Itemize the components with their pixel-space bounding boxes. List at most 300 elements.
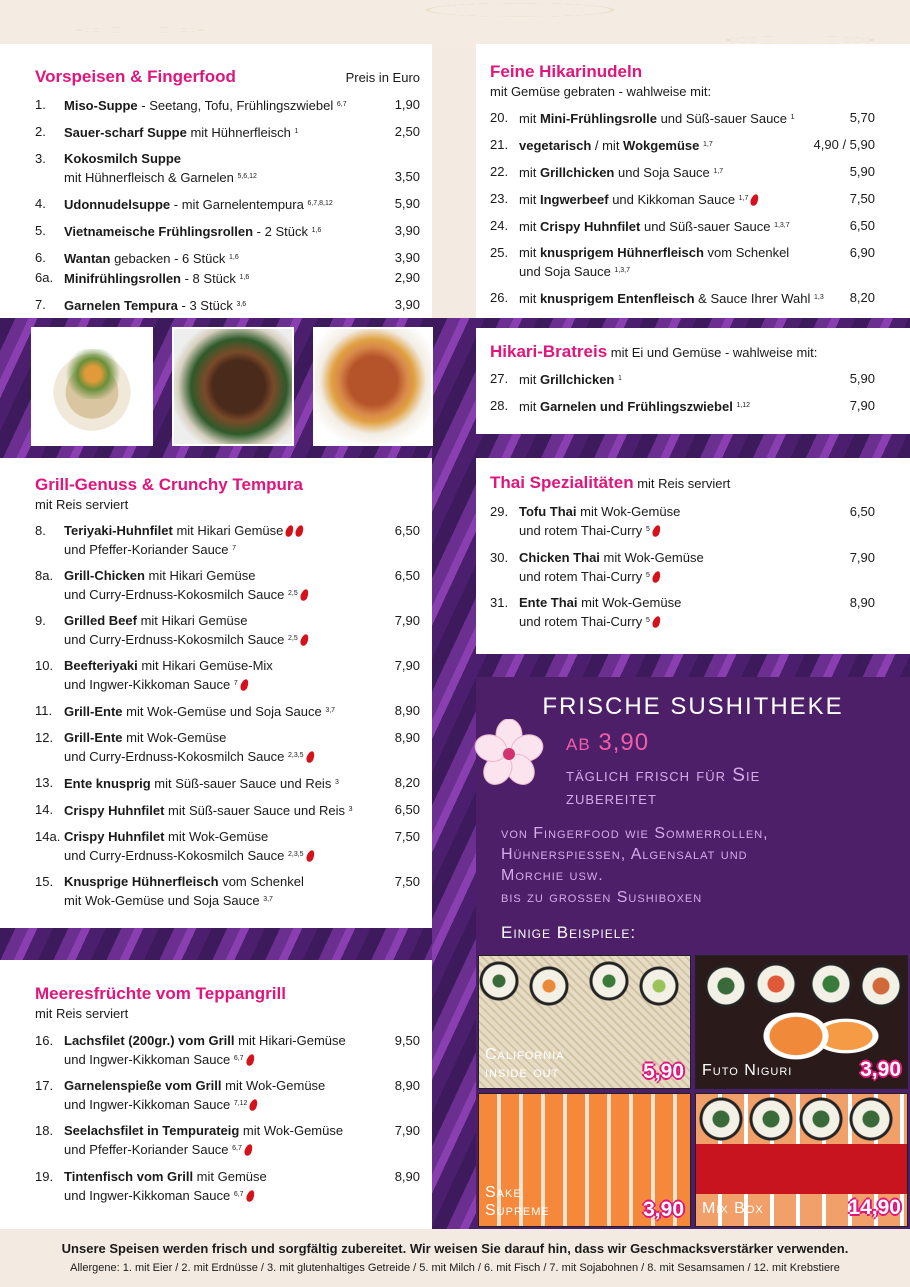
sushi-box-futo: [695, 955, 908, 1089]
item-name: Lachsfilet (200gr.) vom Grill: [64, 1033, 235, 1048]
purple-band-mid: [0, 928, 476, 960]
item-number: 18.: [35, 1123, 54, 1138]
allergen-codes: 6,7: [336, 101, 347, 108]
item-number: 9.: [35, 613, 46, 628]
item-name: Ingwerbeef: [539, 192, 609, 207]
item-number: 14.: [35, 802, 54, 817]
item-price: 5,90: [849, 164, 875, 179]
allergen-codes: 2,5: [288, 635, 298, 642]
item-line-2: [64, 891, 304, 910]
item-name: Grill-Ente: [64, 704, 123, 719]
box-label: Mix Box: [702, 1200, 764, 1217]
nudeln-subtitle: mit Gemüse gebraten - wahlweise mit:: [490, 84, 712, 99]
item-number: 20.: [490, 110, 509, 125]
allergen-codes: 5: [645, 526, 650, 533]
item-text: [64, 873, 304, 910]
chili-icon: [651, 570, 662, 584]
item-name: Crispy Huhnfilet: [539, 219, 641, 234]
item-text: [519, 244, 789, 281]
item-name: Beefteriyaki: [64, 658, 138, 673]
allergen-codes: 2,5: [288, 590, 298, 597]
item-price: 6,50: [394, 802, 420, 817]
item-desc: mit Hikari-Gemüse: [234, 1033, 346, 1048]
item-desc: mit Gemüse: [193, 1169, 267, 1184]
item-line-1: [519, 244, 789, 262]
item-price: 9,50: [394, 1033, 420, 1048]
item-line-1: [64, 96, 347, 115]
item-text: [64, 222, 321, 241]
item-line-2: [64, 1186, 267, 1205]
item-number: 26.: [490, 290, 509, 305]
item-line-1: [64, 296, 246, 315]
item-desc: und Süß-sauer Sauce: [640, 219, 771, 234]
item-name: Crispy Huhnfilet: [64, 829, 165, 844]
item-desc: mit Süß-sauer Sauce und Reis: [150, 776, 332, 791]
chili-icon: [305, 750, 316, 764]
item-price: 3,90: [394, 250, 420, 265]
box-price: 3,90: [860, 1058, 901, 1081]
box-price: 14,90: [848, 1196, 901, 1219]
item-number: 31.: [490, 595, 509, 610]
item-line-1: [64, 150, 257, 168]
allergen-codes: 1: [294, 128, 299, 135]
sushi-box-sake: [478, 1093, 691, 1227]
vorspeisen-title: Vorspeisen & Fingerfood: [35, 67, 236, 86]
allergen-codes: 6,7: [233, 1055, 244, 1062]
item-name: Teriyaki-Huhnfilet: [64, 523, 173, 538]
item-desc: mit Hikari Gemüse-Mix: [137, 658, 273, 673]
allergen-codes: 1,3,7: [774, 222, 790, 229]
item-text: [519, 163, 723, 182]
item-line-1: [519, 289, 824, 308]
allergen-codes: 1,12: [736, 402, 751, 409]
chili-icon: [299, 633, 310, 647]
item-prefix: mit: [519, 165, 540, 180]
sushi-box-california: [478, 955, 691, 1089]
item-line-2: [519, 567, 704, 586]
item-number: 2.: [35, 124, 46, 139]
item-number: 7.: [35, 297, 46, 312]
item-desc-2: und Ingwer-Kikkoman Sauce: [64, 677, 231, 692]
footer-notice: Unsere Speisen werden frisch und sorgfältig zubereitet. Wir weisen Sie darauf hin, dass wir Geschmacksverstärker verwenden.: [61, 1241, 849, 1256]
price-note: Preis in Euro: [345, 70, 420, 85]
item-number: 10.: [35, 658, 54, 673]
item-number: 28.: [490, 398, 509, 413]
chicken-photo: [313, 327, 433, 446]
item-name: Tofu Thai: [519, 504, 577, 519]
item-desc: mit Hikari Gemüse: [144, 568, 256, 583]
item-name: Garnelenspieße vom Grill: [64, 1078, 222, 1093]
item-price: 3,90: [394, 223, 420, 238]
item-text: [519, 109, 795, 128]
item-number: 19.: [35, 1169, 54, 1184]
item-name: Garnelen und Frühlingszwiebel: [539, 399, 733, 414]
beef-photo: [172, 327, 294, 446]
item-line-1: [64, 123, 298, 142]
allergen-codes: 3: [334, 779, 339, 786]
item-desc: mit Hikari Gemüse: [172, 523, 284, 538]
item-desc: mit Wok-Gemüse: [577, 595, 682, 610]
item-line-1: [64, 269, 249, 288]
item-text: [64, 828, 314, 865]
item-name: Grillchicken: [539, 372, 615, 387]
item-text: [64, 123, 298, 142]
item-line-1: [64, 222, 321, 241]
item-number: 17.: [35, 1078, 54, 1093]
item-desc: gebacken - 6 Stück: [110, 251, 226, 266]
item-number: 3.: [35, 151, 46, 166]
meer-list: [35, 1032, 420, 1222]
sushi-desc-1: von Fingerfood wie Sommerrollen,: [501, 825, 769, 842]
item-line-1: [64, 1168, 267, 1186]
item-desc: mit Süß-sauer Sauce und Reis: [164, 803, 346, 818]
allergen-codes: 1,6: [239, 274, 250, 281]
item-line-1: [519, 163, 723, 182]
bratreis-subtitle: mit Ei und Gemüse - wahlweise mit:: [607, 345, 818, 360]
item-name: Grilled Beef: [64, 613, 137, 628]
item-text: [64, 657, 273, 694]
sushi-desc-3: Morchie usw.: [501, 867, 604, 884]
item-price: 8,90: [394, 730, 420, 745]
item-number: 23.: [490, 191, 509, 206]
item-name: knusprigem Hühnerfleisch: [539, 245, 704, 260]
allergen-codes: 3,6: [236, 301, 247, 308]
item-line-1: [64, 249, 239, 268]
item-name: vegetarisch: [519, 138, 592, 153]
item-line-1: [64, 657, 273, 675]
item-price: 6,50: [394, 568, 420, 583]
item-line-1: [519, 217, 790, 236]
item-price: 5,90: [849, 371, 875, 386]
item-name: Wantan: [64, 251, 111, 266]
item-name-2: Wokgemüse: [623, 138, 700, 153]
item-price: 6,50: [849, 504, 875, 519]
item-name: Ente Thai: [519, 595, 578, 610]
allergen-codes: 1,6: [229, 254, 239, 261]
soup-photo: [31, 327, 153, 446]
item-line-1: [64, 1122, 343, 1140]
item-line-2: [519, 262, 789, 281]
nudeln-panel: [476, 44, 910, 318]
item-line-2: [519, 521, 680, 540]
item-line-2: [64, 846, 314, 865]
item-price: 8,20: [849, 290, 875, 305]
item-number: 25.: [490, 245, 509, 260]
item-prefix: mit: [519, 291, 540, 306]
item-text: [64, 1077, 325, 1114]
blossom-icon: [474, 719, 544, 789]
item-line-2: [64, 1095, 325, 1114]
sushi-price: ab 3,90: [566, 729, 650, 756]
chili-icon: [243, 1143, 254, 1157]
thai-panel: [476, 458, 910, 654]
item-number: 21.: [490, 137, 509, 152]
item-price: 6,50: [849, 218, 875, 233]
item-number: 29.: [490, 504, 509, 519]
chili-icon: [239, 678, 250, 692]
item-price: 3,50: [394, 169, 420, 184]
footer-allergens: Allergene: 1. mit Eier / 2. mit Erdnüsse / 3. mit glutenhaltiges Getreide / 5. mit Milch / 6. mit Fisch / 7. mit Sojabohnen / 8. mit Sesamsamen / 12. mit Krebstiere: [70, 1262, 840, 1274]
item-text: [64, 96, 347, 115]
chili-icon: [651, 615, 662, 629]
item-desc: - mit Garnelentempura: [170, 197, 304, 212]
item-price: 3,90: [394, 297, 420, 312]
item-line-1: [64, 612, 308, 630]
item-desc-2: und Curry-Erdnuss-Kokosmilch Sauce: [64, 848, 285, 863]
item-line-2: [64, 1050, 346, 1069]
item-prefix: mit: [519, 372, 540, 387]
sushi-title: FRISCHE SUSHITHEKE: [542, 693, 844, 720]
item-line-2: [64, 747, 314, 766]
item-number: 11.: [35, 703, 53, 718]
item-line-1: [519, 397, 750, 416]
item-price: 8,90: [394, 703, 420, 718]
item-line-2: [64, 540, 303, 559]
item-line-1: [64, 1077, 325, 1095]
chili-icon: [299, 588, 310, 602]
box-label: Futo Niguri: [702, 1062, 793, 1079]
allergen-codes: 1,3: [814, 294, 824, 301]
allergen-codes: 1,7: [713, 168, 724, 175]
item-line-1: [64, 873, 304, 891]
item-desc-2: und rotem Thai-Curry: [519, 614, 643, 629]
allergen-codes: 1,7: [738, 195, 749, 202]
item-desc: - Seetang, Tofu, Frühlingszwiebel: [137, 98, 334, 113]
item-name: Vietnameische Frühlingsrollen: [64, 224, 254, 239]
item-price: 7,90: [394, 613, 420, 628]
item-number: 22.: [490, 164, 509, 179]
item-number: 27.: [490, 371, 509, 386]
item-number: 8.: [35, 523, 46, 538]
allergen-codes: 2,3,5: [288, 752, 304, 759]
item-name: Mini-Frühlingsrolle: [539, 111, 657, 126]
item-line-1: [519, 370, 622, 389]
item-name: Tintenfisch vom Grill: [64, 1169, 194, 1184]
item-price: 7,90: [849, 398, 875, 413]
item-desc: mit Wok-Gemüse: [221, 1078, 326, 1093]
item-price: 1,90: [394, 97, 420, 112]
item-number: 24.: [490, 218, 509, 233]
item-line-1: [64, 567, 308, 585]
nudeln-title: Feine Hikarinudeln: [490, 62, 643, 81]
sushi-tagline-2: zubereitet: [566, 788, 657, 809]
item-line-2: [64, 1140, 343, 1159]
bratreis-panel: [476, 328, 910, 434]
item-price: 6,50: [394, 523, 420, 538]
item-line-1: [519, 503, 680, 521]
item-desc: mit Wok-Gemüse und Soja Sauce: [122, 704, 322, 719]
sushi-section: [476, 677, 910, 1229]
item-text: [519, 397, 750, 416]
item-number: 4.: [35, 196, 46, 211]
item-text: [64, 296, 246, 315]
item-text: [519, 370, 622, 389]
item-desc: & Sauce Ihrer Wahl: [694, 291, 811, 306]
item-desc: / mit: [591, 138, 624, 153]
item-desc-2: und Curry-Erdnuss-Kokosmilch Sauce: [64, 587, 285, 602]
allergen-codes: 2,3,5: [288, 851, 304, 858]
item-text: [519, 136, 713, 155]
allergen-codes: 1,3,7: [614, 267, 630, 274]
item-name: Grill-Chicken: [64, 568, 145, 583]
item-number: 12.: [35, 730, 54, 745]
item-line-1: [64, 729, 314, 747]
item-name: Minifrühlingsrollen: [64, 271, 181, 286]
chili-icon: [651, 524, 662, 538]
vorspeisen-panel: [0, 44, 432, 318]
sushi-desc-2: Hühnerspiessen, Algensalat und: [501, 846, 748, 863]
item-price: 7,90: [394, 658, 420, 673]
allergen-codes: 6,7: [232, 1145, 242, 1152]
allergen-codes: 1,6: [311, 227, 322, 234]
item-text: [64, 567, 308, 604]
item-price: 5,90: [394, 196, 420, 211]
item-text: [64, 249, 239, 268]
item-desc: und Soja Sauce: [614, 165, 710, 180]
header-pattern: [0, 0, 910, 48]
item-text: [64, 702, 335, 721]
nudeln-list: [490, 109, 875, 314]
item-prefix: mit: [519, 399, 540, 414]
box-price: 5,90: [643, 1060, 684, 1083]
item-desc: mit Wok-Gemüse: [239, 1123, 344, 1138]
item-desc-2: und rotem Thai-Curry: [519, 569, 643, 584]
item-name: Knusprige Hühnerfleisch: [64, 874, 219, 889]
item-price: 6,90: [849, 245, 875, 260]
allergen-codes: 6,7: [233, 1191, 244, 1198]
item-line-2: [64, 585, 308, 604]
item-price: 7,90: [849, 550, 875, 565]
allergen-codes: 5: [645, 572, 650, 579]
allergen-codes: 3: [348, 806, 353, 813]
item-desc: mit Wok-Gemüse: [122, 730, 227, 745]
allergen-codes: 1: [790, 114, 795, 121]
vorspeisen-list: [35, 96, 420, 316]
item-text: [64, 774, 339, 793]
item-desc-2: und rotem Thai-Curry: [519, 523, 643, 538]
item-desc: mit Hühnerfleisch: [186, 125, 291, 140]
chili-icon: [245, 1189, 256, 1203]
chili-icon: [245, 1053, 256, 1067]
item-text: [519, 503, 680, 540]
item-desc-2: und Curry-Erdnuss-Kokosmilch Sauce: [64, 749, 285, 764]
item-price: 8,20: [394, 775, 420, 790]
item-number: 5.: [35, 223, 46, 238]
allergen-codes: 6,7,8,12: [307, 200, 333, 207]
item-price: 7,50: [394, 829, 420, 844]
grill-subtitle: mit Reis serviert: [35, 497, 129, 512]
item-name: Seelachsfilet in Tempurateig: [64, 1123, 240, 1138]
allergen-codes: 3,7: [325, 707, 336, 714]
item-line-1: [64, 828, 314, 846]
item-number: 6.: [35, 250, 46, 265]
item-prefix: mit: [519, 219, 540, 234]
item-number: 30.: [490, 550, 509, 565]
item-number: 15.: [35, 874, 54, 889]
item-name: Grill-Ente: [64, 730, 123, 745]
thai-subtitle: mit Reis serviert: [633, 476, 731, 491]
item-number: 8a.: [35, 568, 54, 583]
item-line-1: [64, 774, 339, 793]
item-line-1: [64, 702, 335, 721]
meer-panel: [0, 960, 432, 1229]
thai-list: [490, 503, 875, 643]
item-desc: - 2 Stück: [253, 224, 308, 239]
item-text: [519, 190, 758, 209]
item-desc: mit Hikari Gemüse: [136, 613, 248, 628]
item-text: [64, 150, 257, 187]
chili-icon: [750, 193, 761, 207]
thai-title: Thai Spezialitäten: [490, 473, 634, 492]
item-price: 7,50: [394, 874, 420, 889]
item-desc-2: und Curry-Erdnuss-Kokosmilch Sauce: [64, 632, 285, 647]
item-name: Crispy Huhnfilet: [64, 803, 165, 818]
item-name: Udonnudelsuppe: [64, 197, 171, 212]
grill-list: [35, 522, 420, 922]
footer: [0, 1229, 910, 1287]
item-desc: vom Schenkel: [703, 245, 790, 260]
item-text: [519, 289, 824, 308]
box-price: 3,90: [643, 1198, 684, 1221]
grill-title: Grill-Genuss & Crunchy Tempura: [35, 475, 303, 494]
item-desc: und Kikkoman Sauce: [608, 192, 736, 207]
item-name: Miso-Suppe: [64, 98, 138, 113]
item-name: Sauer-scharf Suppe: [64, 125, 187, 140]
item-text: [519, 217, 790, 236]
chili-icon: [305, 849, 316, 863]
item-price: 8,90: [394, 1078, 420, 1093]
item-prefix: mit: [519, 245, 540, 260]
item-desc: - 3 Stück: [177, 298, 233, 313]
meer-subtitle: mit Reis serviert: [35, 1006, 129, 1021]
item-line-2: [64, 675, 273, 694]
item-desc-2: und Pfeffer-Koriander Sauce: [64, 1142, 229, 1157]
chili-icon: [285, 524, 296, 538]
item-number: 14a.: [35, 829, 61, 844]
item-text: [64, 522, 303, 559]
item-prefix: mit: [519, 192, 540, 207]
item-desc-2: und Ingwer-Kikkoman Sauce: [64, 1188, 231, 1203]
item-text: [64, 729, 314, 766]
allergen-codes: 5: [645, 617, 650, 624]
grill-panel: [0, 458, 432, 928]
item-number: 6a.: [35, 270, 54, 285]
item-text: [64, 1122, 343, 1159]
item-desc: vom Schenkel: [218, 874, 304, 889]
sushi-desc-4: bis zu grossen Sushiboxen: [501, 889, 703, 906]
item-desc: mit Wok-Gemüse: [599, 550, 704, 565]
item-name: Garnelen Tempura: [64, 298, 178, 313]
item-desc: mit Wok-Gemüse: [576, 504, 681, 519]
item-text: [64, 612, 308, 649]
item-text: [64, 1168, 267, 1205]
item-price: 5,70: [849, 110, 875, 125]
item-price: 8,90: [849, 595, 875, 610]
box-label: California inside out: [485, 1046, 565, 1081]
item-desc-2: und Pfeffer-Koriander Sauce: [64, 542, 229, 557]
bratreis-title: Hikari-Bratreis: [490, 342, 608, 361]
item-line-1: [519, 594, 681, 612]
allergen-codes: 1,7: [703, 141, 713, 148]
item-text: [519, 594, 681, 631]
item-desc: und Süß-sauer Sauce: [656, 111, 788, 126]
box-label: Sake Supreme: [485, 1184, 550, 1219]
allergen-codes: 1: [618, 375, 622, 382]
item-line-1: [64, 195, 333, 214]
item-desc: mit Wok-Gemüse: [164, 829, 269, 844]
item-name: Grillchicken: [539, 165, 615, 180]
item-line-1: [519, 549, 704, 567]
